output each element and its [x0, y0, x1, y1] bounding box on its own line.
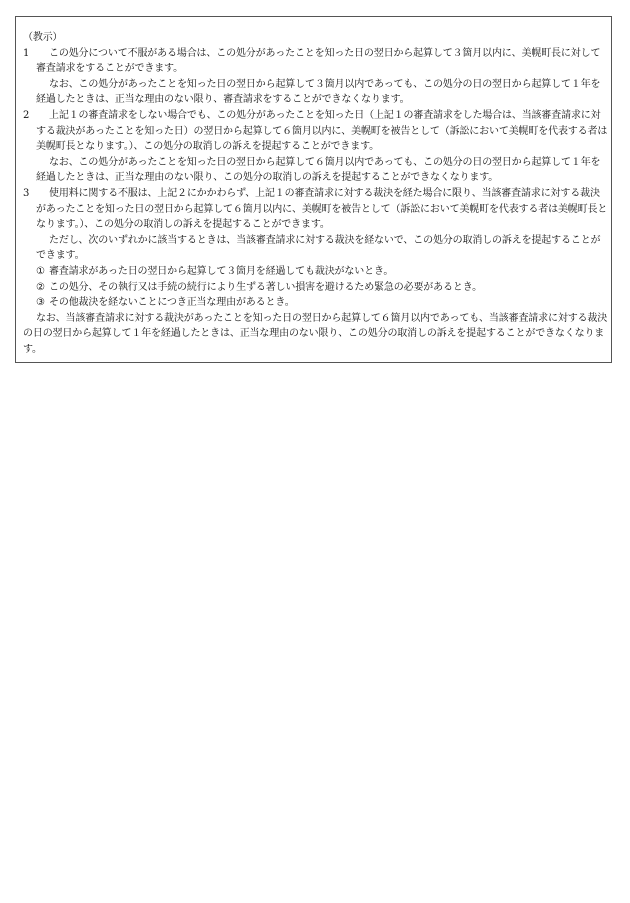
- subitem-mark: ②: [36, 281, 45, 293]
- notice-item-1: [23, 46, 608, 108]
- notice-item-2: [23, 108, 608, 186]
- subitem-text: 審査請求があった日の翌日から起算して３箇月を経過しても裁決がないとき。: [49, 265, 394, 277]
- item-paragraph: この処分について不服がある場合は、この処分があったことを知った日の翌日から起算して３箇月以内に、美幌町長に対して審査請求をすることができます。: [36, 47, 601, 75]
- item-paragraph: 使用料に関する不服は、上記２にかかわらず、上記１の審査請求に対する裁決を経た場合に限り、当該審査請求に対する裁決があったことを知った日の翌日から起算して６箇月以内に、美幌町を被告として（訴訟において美幌町を代表する者は美幌町長となります。）、この処分の取消しの訴えを提起することができます。: [36, 187, 608, 231]
- notice-content: [23, 30, 608, 357]
- item-paragraph: ただし、次のいずれかに該当するときは、当該審査請求に対する裁決を経ないで、この処分の取消しの訴えを提起することができます。: [36, 234, 601, 262]
- item-number: 3: [23, 187, 30, 199]
- subitem-1: [23, 264, 608, 280]
- subitem-text: この処分、その執行又は手続の続行により生ずる著しい損害を避けるため緊急の必要があるとき。: [49, 281, 482, 293]
- closing-paragraph: なお、当該審査請求に対する裁決があったことを知った日の翌日から起算して６箇月以内であっても、当該審査請求に対する裁決の日の翌日から起算して１年を経過したときは、正当な理由のない限り、この処分の取消しの訴えを提起することができなくなります。: [23, 312, 608, 355]
- item-paragraph: なお、この処分があったことを知った日の翌日から起算して３箇月以内であっても、この処分の日の翌日から起算して１年を経過したときは、正当な理由のない限り、審査請求をすることができなくなります。: [36, 78, 601, 106]
- subitem-mark: ③: [36, 297, 45, 309]
- item-paragraph: なお、この処分があったことを知った日の翌日から起算して６箇月以内であっても、この処分の日の翌日から起算して１年を経過したときは、正当な理由のない限り、この処分の取消しの訴えを提起することができなくなります。: [36, 156, 601, 184]
- subitem-text: その他裁決を経ないことにつき正当な理由があるとき。: [49, 297, 295, 309]
- notice-item-3: [23, 186, 608, 264]
- notice-box: [15, 16, 612, 363]
- subitem-mark: ①: [36, 265, 45, 277]
- item-paragraph: 上記１の審査請求をしない場合でも、この処分があったことを知った日（上記１の審査請求をした場合は、当該審査請求に対する裁決があったことを知った日）の翌日から起算して６箇月以内に、美幌町を被告として（訴訟において美幌町を代表する者は美幌町長となります。）、この処分の取消しの訴えを提起することができます。: [36, 109, 608, 153]
- subitem-2: [23, 280, 608, 296]
- item-number: 2: [23, 109, 30, 121]
- item-number: 1: [23, 47, 30, 59]
- subitem-3: [23, 295, 608, 311]
- notice-heading: （教示）: [23, 32, 63, 43]
